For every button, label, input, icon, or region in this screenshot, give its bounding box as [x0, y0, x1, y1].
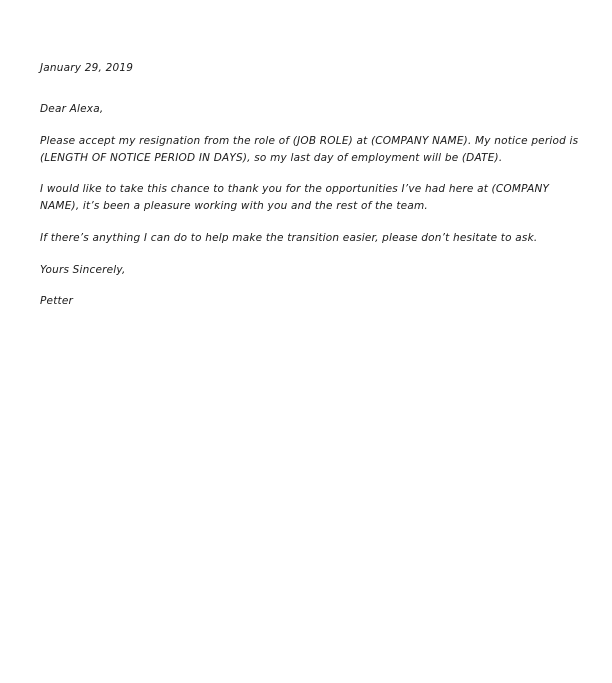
letter-paragraph-resignation: Please accept my resignation from the role of (JOB ROLE) at (COMPANY NAME). My notice period is (LENGTH OF NOTICE PERIOD IN DAYS), so my last day of employment will be (DATE). — [40, 135, 579, 164]
letter-date: January 29, 2019 — [40, 62, 134, 74]
letter-paragraph-thanks: I would like to take this chance to thank you for the opportunities I’ve had here at (COMPANY NAME), it’s been a pleasure working with you and the rest of the team. — [40, 183, 550, 212]
letter-closing: Yours Sincerely, — [40, 264, 126, 276]
letter-salutation: Dear Alexa, — [40, 103, 104, 115]
letter-paragraph-transition: If there’s anything I can do to help make the transition easier, please don’t hesitate to ask. — [40, 232, 538, 244]
letter-signature: Petter — [40, 295, 74, 307]
